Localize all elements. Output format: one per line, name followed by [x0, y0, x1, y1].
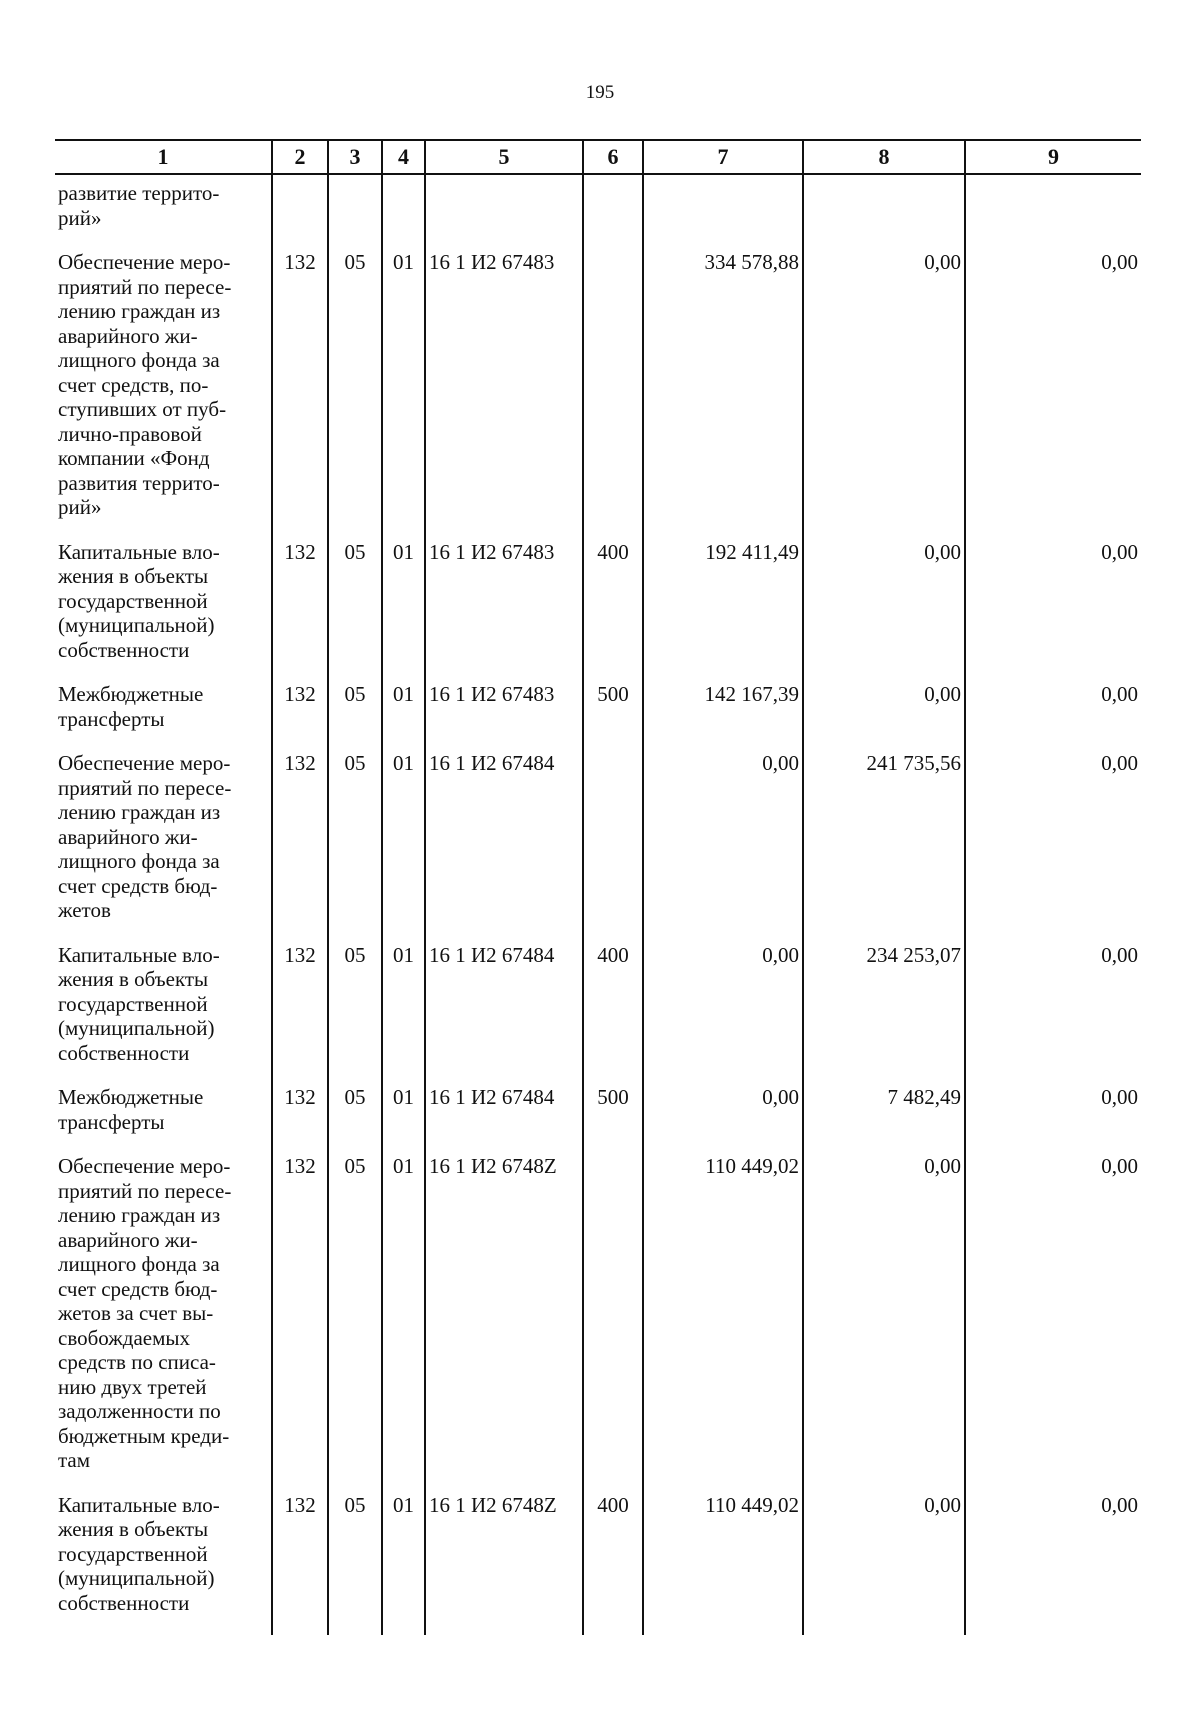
row-col-5: 16 1 И2 6748Z [425, 1493, 583, 1636]
header-col-2: 2 [272, 140, 328, 174]
header-col-9: 9 [965, 140, 1141, 174]
row-col-5: 16 1 И2 6748Z [425, 1154, 583, 1493]
row-col-4: 01 [382, 1085, 425, 1154]
row-name: Межбюджетные трансферты [58, 682, 204, 731]
row-col-8: 241 735,56 [803, 751, 965, 943]
table-row [55, 250, 1141, 540]
row-col-6: 500 [583, 1085, 643, 1154]
row-name: Капитальные вло- жения в объекты государственной (муниципальной) собственности [58, 1492, 220, 1615]
header-col-7: 7 [643, 140, 803, 174]
row-col-8: 0,00 [803, 250, 965, 540]
header-col-5: 5 [425, 140, 583, 174]
budget-table [55, 139, 1141, 1635]
row-col-4: 01 [382, 1493, 425, 1636]
row-col-9: 0,00 [965, 1493, 1141, 1636]
row-col-8: 7 482,49 [803, 1085, 965, 1154]
table-row [55, 1493, 1141, 1636]
row-col-3: 05 [328, 540, 382, 683]
row-name: Обеспечение меро- приятий по пересе- лению граждан из аварийного жи- лищного фонда за счет средств бюд- жетов [58, 751, 232, 922]
row-col-3: 05 [328, 751, 382, 943]
row-col-4: 01 [382, 540, 425, 683]
row-col-7 [643, 174, 803, 250]
row-col-5: 16 1 И2 67483 [425, 682, 583, 751]
row-col-2: 132 [272, 943, 328, 1086]
row-name: Обеспечение меро- приятий по пересе- лению граждан из аварийного жи- лищного фонда за счет средств, по- ступивших от пуб- лично-правовой компании «Фонд развития террито- рий» [58, 250, 232, 519]
row-col-3: 05 [328, 1154, 382, 1493]
header-col-8: 8 [803, 140, 965, 174]
row-col-4: 01 [382, 1154, 425, 1493]
row-col-5: 16 1 И2 67484 [425, 943, 583, 1086]
table-row [55, 540, 1141, 683]
row-col-6: 400 [583, 540, 643, 683]
row-col-9: 0,00 [965, 250, 1141, 540]
row-col-2: 132 [272, 250, 328, 540]
table-row [55, 682, 1141, 751]
row-col-6 [583, 174, 643, 250]
row-col-7: 110 449,02 [643, 1493, 803, 1636]
row-col-7: 110 449,02 [643, 1154, 803, 1493]
row-col-9: 0,00 [965, 1154, 1141, 1493]
row-col-3 [328, 174, 382, 250]
row-col-8: 234 253,07 [803, 943, 965, 1086]
row-name: Обеспечение меро- приятий по пересе- лению граждан из аварийного жи- лищного фонда за счет средств бюд- жетов за счет вы- свобождаемых средств по списа- нию двух третей задолженности по бюджетным креди- там [58, 1154, 232, 1472]
row-col-2: 132 [272, 751, 328, 943]
table-row [55, 1154, 1141, 1493]
row-col-2: 132 [272, 1493, 328, 1636]
row-col-3: 05 [328, 250, 382, 540]
row-col-7: 0,00 [643, 1085, 803, 1154]
row-col-2: 132 [272, 540, 328, 683]
row-col-2: 132 [272, 1154, 328, 1493]
table-row [55, 174, 1141, 250]
row-col-4: 01 [382, 682, 425, 751]
row-col-7: 192 411,49 [643, 540, 803, 683]
row-name: Капитальные вло- жения в объекты государственной (муниципальной) собственности [58, 539, 220, 662]
row-col-5: 16 1 И2 67484 [425, 751, 583, 943]
header-col-1: 1 [55, 140, 272, 174]
table-row [55, 751, 1141, 943]
table-header-row [55, 140, 1141, 174]
header-col-4: 4 [382, 140, 425, 174]
row-col-9: 0,00 [965, 1085, 1141, 1154]
row-col-7: 0,00 [643, 751, 803, 943]
table-row [55, 1085, 1141, 1154]
row-col-6: 400 [583, 1493, 643, 1636]
row-col-5: 16 1 И2 67483 [425, 250, 583, 540]
row-col-8 [803, 174, 965, 250]
row-col-6 [583, 1154, 643, 1493]
row-col-7: 0,00 [643, 943, 803, 1086]
row-col-6 [583, 250, 643, 540]
row-col-9: 0,00 [965, 943, 1141, 1086]
row-col-9 [965, 174, 1141, 250]
row-col-4 [382, 174, 425, 250]
row-name: Межбюджетные трансферты [58, 1085, 204, 1134]
table-body [55, 174, 1141, 1635]
row-col-4: 01 [382, 751, 425, 943]
row-col-8: 0,00 [803, 540, 965, 683]
row-col-4: 01 [382, 250, 425, 540]
row-col-5: 16 1 И2 67484 [425, 1085, 583, 1154]
row-col-9: 0,00 [965, 682, 1141, 751]
row-name: Капитальные вло- жения в объекты государственной (муниципальной) собственности [58, 942, 220, 1065]
row-col-8: 0,00 [803, 1493, 965, 1636]
row-name: развитие террито- рий» [58, 181, 220, 230]
page-number: 195 [585, 82, 615, 103]
row-col-6: 400 [583, 943, 643, 1086]
row-col-8: 0,00 [803, 682, 965, 751]
row-col-8: 0,00 [803, 1154, 965, 1493]
row-col-9: 0,00 [965, 751, 1141, 943]
row-col-9: 0,00 [965, 540, 1141, 683]
row-col-7: 142 167,39 [643, 682, 803, 751]
row-col-6 [583, 751, 643, 943]
header-col-6: 6 [583, 140, 643, 174]
row-col-5 [425, 174, 583, 250]
row-col-6: 500 [583, 682, 643, 751]
row-col-2 [272, 174, 328, 250]
row-col-5: 16 1 И2 67483 [425, 540, 583, 683]
row-col-3: 05 [328, 1085, 382, 1154]
row-col-3: 05 [328, 1493, 382, 1636]
header-col-3: 3 [328, 140, 382, 174]
row-col-4: 01 [382, 943, 425, 1086]
row-col-3: 05 [328, 943, 382, 1086]
row-col-2: 132 [272, 682, 328, 751]
row-col-7: 334 578,88 [643, 250, 803, 540]
table-row [55, 943, 1141, 1086]
row-col-3: 05 [328, 682, 382, 751]
row-col-2: 132 [272, 1085, 328, 1154]
